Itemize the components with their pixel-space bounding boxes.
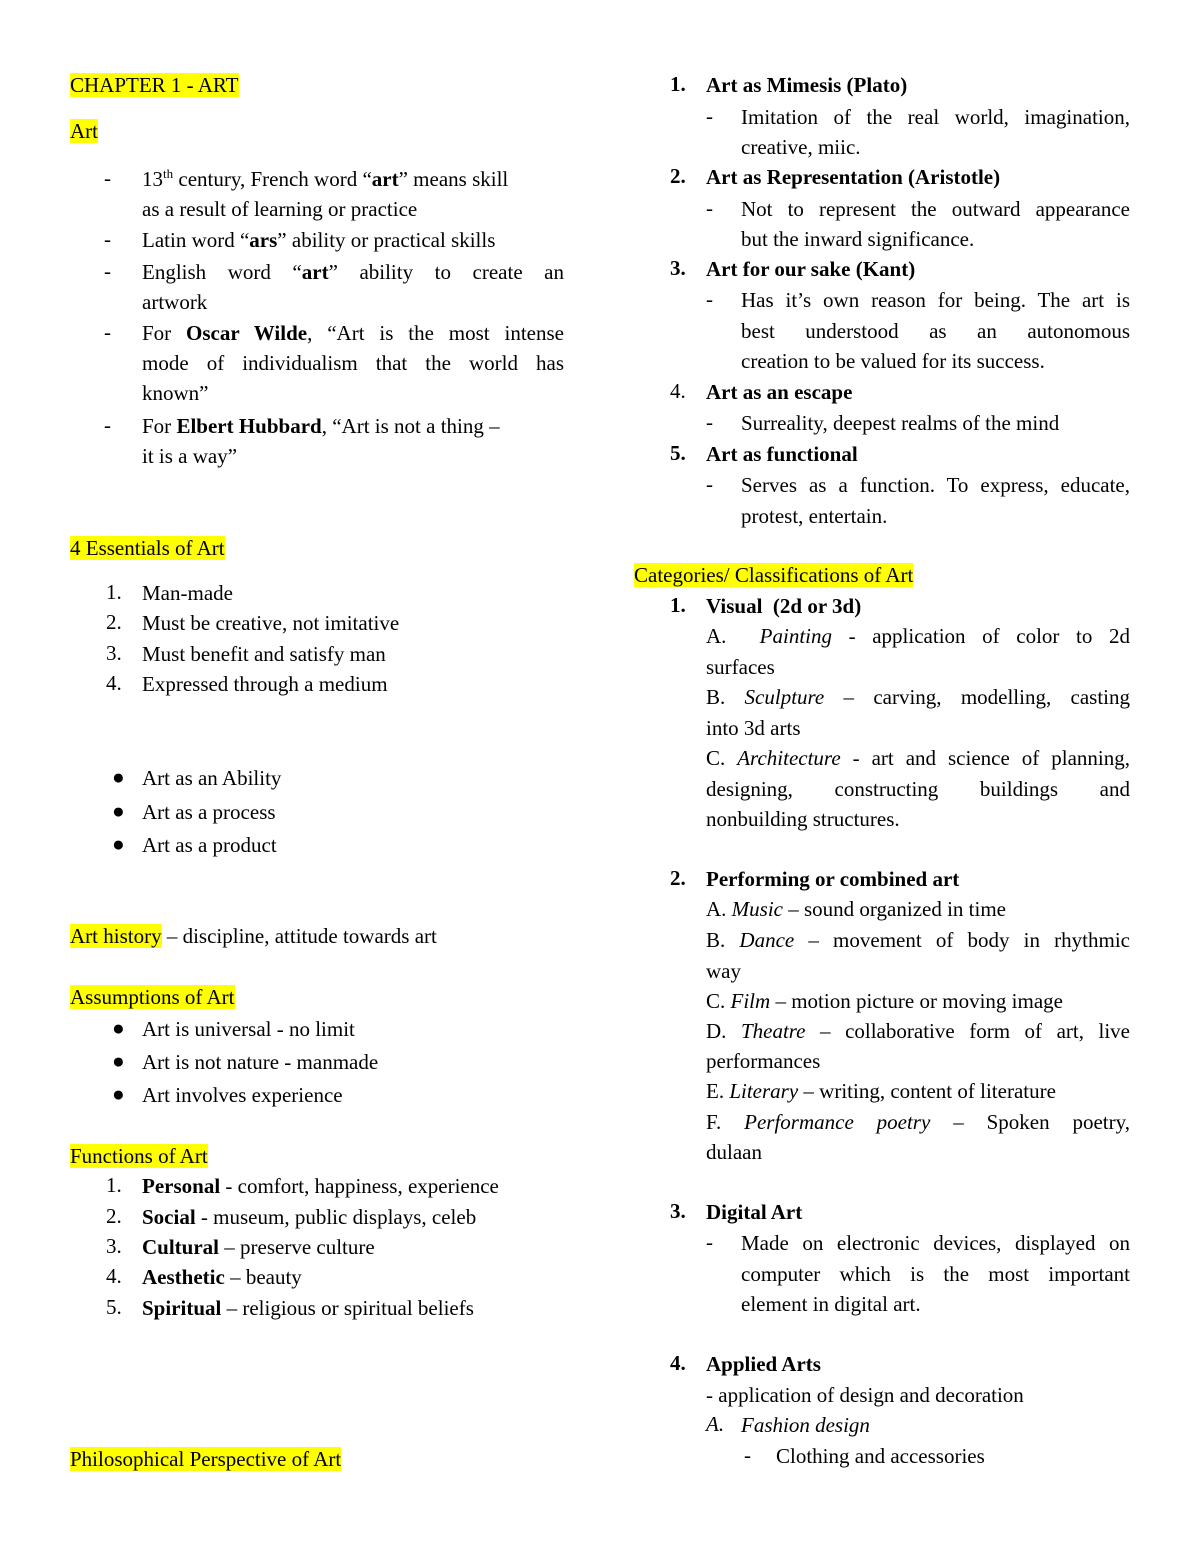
dash-bullet: - (706, 410, 713, 434)
list-number: 2. (106, 1204, 122, 1228)
category-item-cont: surfaces (706, 655, 775, 679)
list-item-cont: it is a way” (142, 444, 238, 468)
perspective-desc: best understood as an autonomous (741, 319, 1130, 343)
category-item: A. Painting - application of color to 2d (706, 624, 1130, 648)
category-item-cont: way (706, 959, 741, 983)
dash-bullet: - (706, 196, 713, 220)
category-item: C. Film – motion picture or moving image (706, 989, 1063, 1013)
category-item: A. Music – sound organized in time (706, 897, 1006, 921)
list-number: 1. (106, 580, 122, 604)
list-item-cont: artwork (142, 290, 208, 314)
category-title: Digital Art (706, 1200, 803, 1224)
assumptions-heading: Assumptions of Art (70, 985, 235, 1009)
list-item: Social - museum, public displays, celeb (142, 1205, 477, 1229)
perspective-title: Art as functional (706, 442, 858, 466)
list-number: 5. (670, 441, 686, 465)
categories-heading: Categories/ Classifications of Art (634, 563, 914, 587)
category-desc: element in digital art. (741, 1292, 921, 1316)
list-number: 2. (670, 866, 686, 890)
art-heading: Art (70, 119, 98, 143)
category-item: E. Literary – writing, content of literature (706, 1079, 1056, 1103)
list-number: 3. (106, 1234, 122, 1258)
list-item: Must be creative, not imitative (142, 611, 400, 635)
functions-heading: Functions of Art (70, 1144, 208, 1168)
dash-bullet: - (104, 320, 111, 344)
list-number: 2. (670, 164, 686, 188)
category-item: B. Sculpture – carving, modelling, casting (706, 685, 1130, 709)
perspective-desc: creation to be valued for its success. (741, 349, 1045, 373)
list-item: Art is universal - no limit (142, 1017, 355, 1041)
list-number: 4. (670, 1351, 686, 1375)
list-item: Cultural – preserve culture (142, 1235, 375, 1259)
bullet-dot: ● (112, 765, 125, 789)
category-item: B. Dance – movement of body in rhythmic (706, 928, 1130, 952)
list-item: Art as a process (142, 800, 276, 824)
list-item: Expressed through a medium (142, 672, 388, 696)
bullet-dot: ● (112, 832, 125, 856)
bullet-dot: ● (112, 799, 125, 823)
list-item: Art involves experience (142, 1083, 343, 1107)
list-number: 4. (670, 379, 686, 403)
list-item: Art as an Ability (142, 766, 282, 790)
list-number: 2. (106, 610, 122, 634)
list-item-cont: known” (142, 381, 209, 405)
bullet-dot: ● (112, 1082, 125, 1106)
list-item: Personal - comfort, happiness, experience (142, 1174, 499, 1198)
essentials-heading: 4 Essentials of Art (70, 536, 225, 560)
perspective-title: Art as Mimesis (Plato) (706, 73, 908, 97)
list-number: 4. (106, 1264, 122, 1288)
dash-bullet: - (104, 166, 111, 190)
list-item: Must benefit and satisfy man (142, 642, 386, 666)
list-number: 3. (670, 256, 686, 280)
list-number: 1. (670, 593, 686, 617)
list-item-cont: mode of individualism that the world has (142, 351, 564, 375)
list-number: 3. (670, 1199, 686, 1223)
category-title: Visual (2d or 3d) (706, 594, 862, 618)
category-desc: Made on electronic devices, displayed on (741, 1231, 1130, 1255)
bullet-dot: ● (112, 1049, 125, 1073)
bullet-dot: ● (112, 1016, 125, 1040)
perspective-desc: Serves as a function. To express, educate, (741, 473, 1130, 497)
perspective-desc: creative, miic. (741, 135, 861, 159)
dash-bullet: - (706, 287, 713, 311)
perspective-desc: Imitation of the real world, imagination, (741, 105, 1130, 129)
dash-bullet: - (104, 227, 111, 251)
list-item: Aesthetic – beauty (142, 1265, 302, 1289)
category-title: Performing or combined art (706, 867, 960, 891)
category-item: D. Theatre – collaborative form of art, live (706, 1019, 1130, 1043)
sub-letter: A. (706, 1412, 725, 1436)
category-item-cont: dulaan (706, 1140, 762, 1164)
list-item: Art is not nature - manmade (142, 1050, 379, 1074)
dash-bullet: - (744, 1443, 751, 1467)
dash-bullet: - (706, 472, 713, 496)
dash-bullet: - (104, 413, 111, 437)
sub-point: Clothing and accessories (776, 1444, 985, 1468)
sub-title: Fashion design (741, 1413, 870, 1437)
perspective-desc: Has it’s own reason for being. The art is (741, 288, 1130, 312)
list-item: For Oscar Wilde, “Art is the most intense (142, 321, 564, 345)
perspective-title: Art as an escape (706, 380, 853, 404)
perspective-desc: but the inward significance. (741, 227, 975, 251)
list-item-cont: as a result of learning or practice (142, 197, 418, 221)
category-item: C. Architecture - art and science of planning, (706, 746, 1130, 770)
perspective-desc: Not to represent the outward appearance (741, 197, 1130, 221)
category-item-cont: nonbuilding structures. (706, 807, 900, 831)
perspective-desc: protest, entertain. (741, 504, 888, 528)
perspective-title: Art as Representation (Aristotle) (706, 165, 1001, 189)
list-item: For Elbert Hubbard, “Art is not a thing – (142, 414, 500, 438)
dash-bullet: - (104, 259, 111, 283)
list-number: 3. (106, 641, 122, 665)
list-item: Spiritual – religious or spiritual beliefs (142, 1296, 474, 1320)
category-item-cont: performances (706, 1049, 821, 1073)
dash-bullet: - (706, 104, 713, 128)
category-item: F. Performance poetry – Spoken poetry, (706, 1110, 1130, 1134)
category-item-cont: into 3d arts (706, 716, 801, 740)
list-item: Man-made (142, 581, 233, 605)
category-desc: computer which is the most important (741, 1262, 1130, 1286)
chapter-title: CHAPTER 1 - ART (70, 73, 239, 97)
art-history-line: Art history – discipline, attitude towards art (70, 924, 437, 948)
philosophical-heading: Philosophical Perspective of Art (70, 1447, 342, 1471)
perspective-title: Art for our sake (Kant) (706, 257, 916, 281)
list-item: 13th century, French word “art” means skill (142, 166, 509, 191)
list-item: Latin word “ars” ability or practical skills (142, 228, 496, 252)
perspective-desc: Surreality, deepest realms of the mind (741, 411, 1060, 435)
category-title: Applied Arts (706, 1352, 821, 1376)
list-number: 1. (670, 72, 686, 96)
list-number: 4. (106, 671, 122, 695)
category-item-cont: designing, constructing buildings and (706, 777, 1130, 801)
list-item: English word “art” ability to create an (142, 260, 565, 284)
list-item: Art as a product (142, 833, 277, 857)
category-desc: - application of design and decoration (706, 1383, 1024, 1407)
dash-bullet: - (706, 1230, 713, 1254)
list-number: 5. (106, 1295, 122, 1319)
list-number: 1. (106, 1173, 122, 1197)
